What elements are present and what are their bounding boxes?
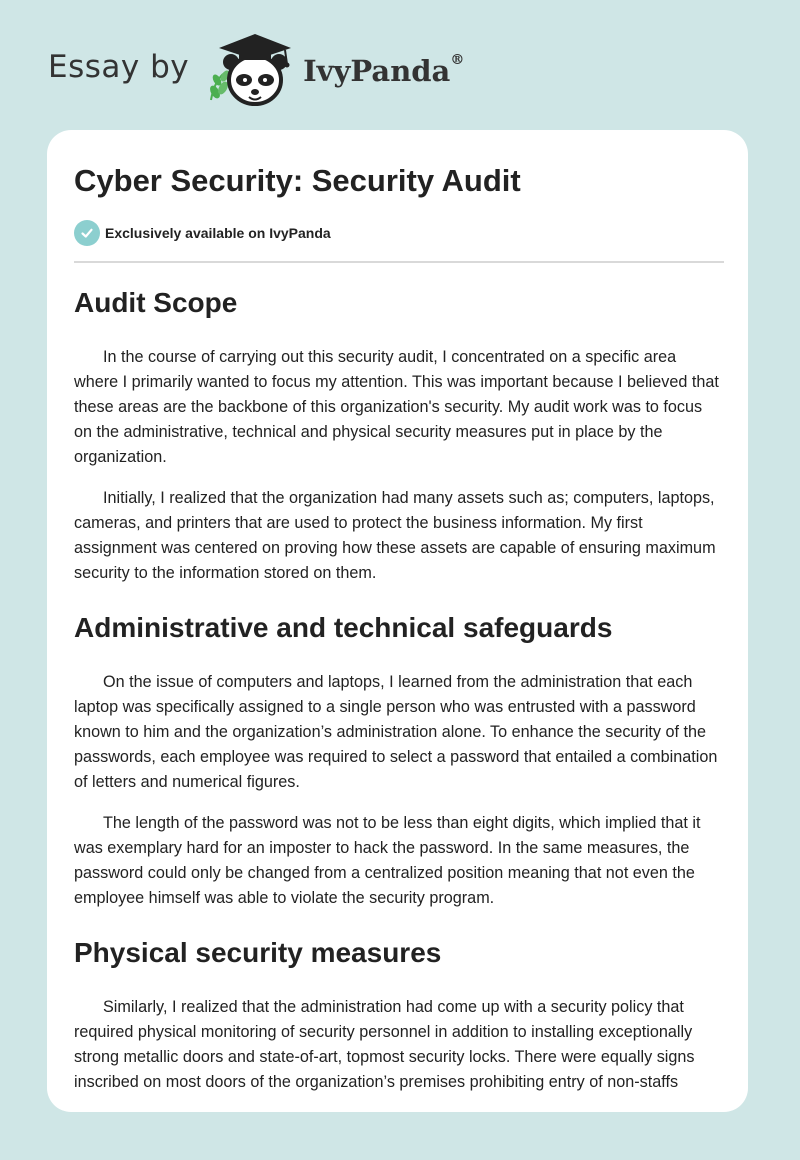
page-title: Cyber Security: Security Audit xyxy=(74,163,521,198)
section-heading-safeguards: Administrative and technical safeguards xyxy=(74,612,613,643)
brand-name[interactable]: IvyPanda® xyxy=(303,52,465,88)
paragraph: The length of the password was not to be less than eight digits, which implied that it was exemplary hard for an imposter to hack the password. In the same measures, the password could only be changed from a centralized position meaning that not even the employee himself was able to violate the security program. xyxy=(74,814,701,907)
title-divider xyxy=(74,261,724,263)
paragraph: Initially, I realized that the organization had many assets such as; computers, laptops, cameras, and printers that are used to protect the business information. My first assignment was centered on proving how these assets are capable of ensuring maximum security to the information stored on them. xyxy=(74,489,716,582)
site-header xyxy=(48,30,464,110)
essay-body xyxy=(74,280,724,1095)
exclusive-badge xyxy=(74,220,331,246)
badge-label: Exclusively available on IvyPanda xyxy=(105,225,331,241)
trademark-symbol: ® xyxy=(450,52,465,68)
paragraph: On the issue of computers and laptops, I learned from the administration that each laptop was specifically assigned to a single person who was entrusted with a password known to him and the organization’s administration alone. To enhance the security of the passwords, each employee was required to select a password that entailed a combination of letters and numerical figures. xyxy=(74,673,718,791)
section-heading-physical-security: Physical security measures xyxy=(74,937,442,968)
essay-by-label: Essay by xyxy=(48,49,190,85)
essay-card xyxy=(47,130,748,1112)
check-circle-icon xyxy=(74,220,100,246)
paragraph: Similarly, I realized that the administration had come up with a security policy that required physical monitoring of security personnel in addition to installing exceptionally strong metallic doors and state-of-art, topmost security locks. There were equally signs inscribed on most doors of the organization’s premises prohibiting entry of non-staffs xyxy=(74,998,695,1091)
panda-graduate-icon[interactable] xyxy=(203,30,299,110)
paragraph: In the course of carrying out this security audit, I concentrated on a specific area where I primarily wanted to focus my attention. This was important because I believed that these areas are the backbone of this organization's security. My audit work was to focus on the administrative, technical and physical security measures put in place by the organization. xyxy=(74,348,719,466)
section-heading-audit-scope: Audit Scope xyxy=(74,287,238,318)
